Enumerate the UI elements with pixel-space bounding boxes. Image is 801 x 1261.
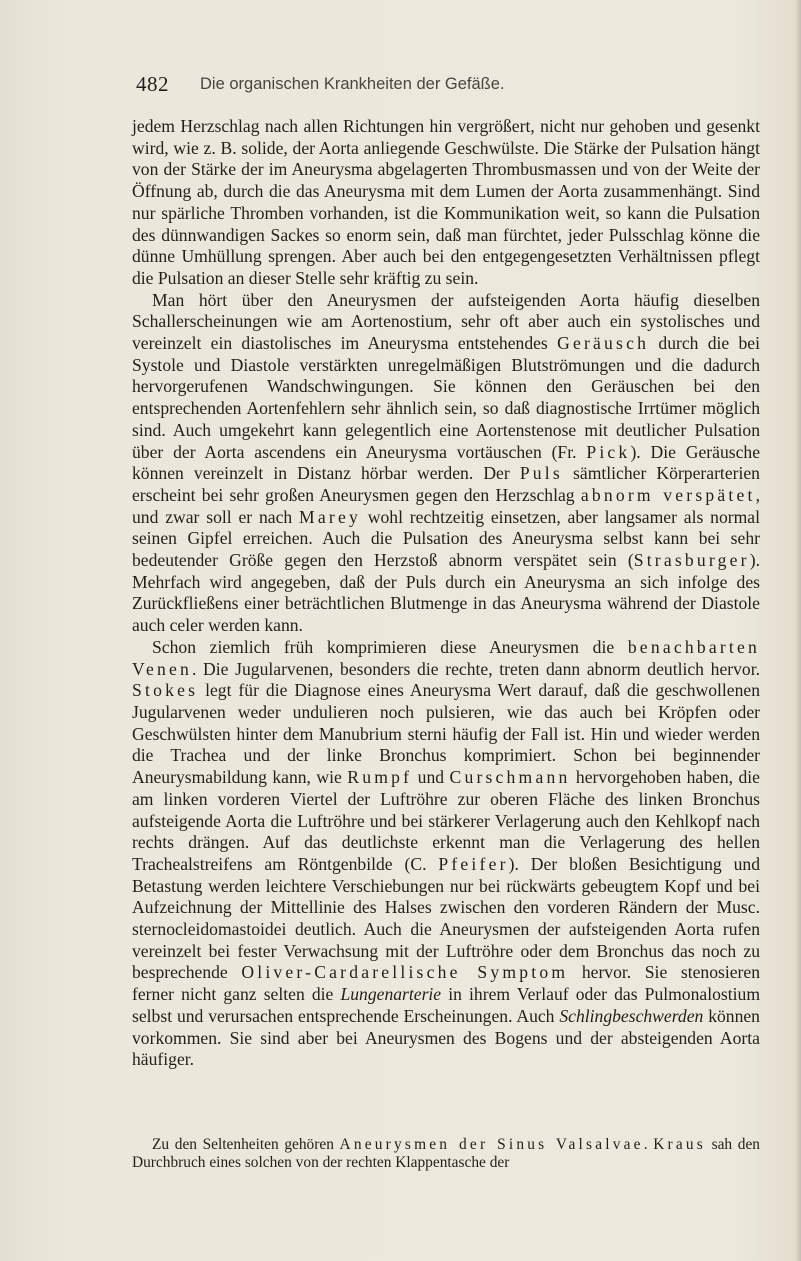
page-number: 482 bbox=[136, 72, 169, 96]
p3-text: legt für die Diagnose eines Aneurysma Wert darauf, daß die geschwollenen Jugularvenen weder undulieren noch pulsieren, wie das auch bei Kröpfen oder Geschwülsten hinter dem Manubrium sterni häufig der Fall ist. Hin und wieder werden die Trachea und der linke Bronchus komprimiert. Schon bei beginnender Aneurysmabildung kann, wie bbox=[132, 680, 760, 788]
p2-text: , und zwar soll er nach bbox=[132, 484, 760, 527]
p3-text: können vorkommen. Sie sind aber bei Aneurysmen des Bogens und der absteigenden Aorta häufiger. bbox=[132, 1005, 760, 1070]
emphasis-lungenarterie: Lungenarterie bbox=[340, 984, 442, 1005]
page-edge-shadow bbox=[795, 0, 801, 1261]
main-text bbox=[132, 116, 760, 1071]
small-print-text: sah den Durchbruch eines solchen von der rechten Klappentasche der bbox=[132, 1136, 760, 1172]
p3-text: und bbox=[412, 767, 450, 788]
emphasis-sinus-valsalvae: Aneurysmen der Sinus Valsalvae bbox=[339, 1136, 644, 1153]
p2-text: sämtlicher Körperarterien erscheint bei sehr großen Aneurysmen gegen den Herzschlag bbox=[132, 463, 760, 505]
author-kraus: Kraus bbox=[653, 1136, 706, 1153]
p3-text: hervorgehoben haben, die am linken vorderen Viertel der Luftröhre zur oberen Fläche des linken Bronchus aufsteigende Aorta die Luftröhre und bei stärkerer Verlagerung auch den Kehlkopf nach rechts drängen. Auf das deutlichste erkennt man die Verlagerung des hellen Trachealstreifens am Röntgenbilde (C. bbox=[132, 767, 760, 874]
author-rumpf: Rumpf bbox=[347, 767, 413, 788]
paragraph-1 bbox=[132, 116, 760, 290]
p3-text: in ihrem Verlauf oder das Pulmonalostium selbst und verursachen entsprechende Erscheinungen. Auch bbox=[132, 984, 761, 1026]
p2-text: wohl rechtzeitig einsetzen, aber langsamer als normal seinen Gipfel erreichen. Auch die Pulsation des Aneurysma selbst kann bei sehr bedeutender Größe gegen den Herzstoß abnorm verspätet sein ( bbox=[132, 506, 760, 571]
emphasis-abnorm-verspaetet: abnorm verspätet bbox=[580, 484, 756, 505]
author-strasburger: Strasburger bbox=[633, 550, 750, 571]
running-title: Die organischen Krankheiten der Gefäße. bbox=[200, 75, 505, 93]
page-header bbox=[136, 72, 761, 102]
emphasis-benachbarten-venen: benachbarten Venen bbox=[132, 636, 760, 679]
small-print-text: . bbox=[643, 1136, 654, 1153]
emphasis-schlingbeschwerden: Schlingbeschwerden bbox=[559, 1005, 704, 1026]
p3-text: hervor. Sie stenosieren ferner nicht ganz selten die bbox=[132, 962, 761, 1005]
p3-text: ). Der bloßen Besichtigung und Betastung werden leichtere Verschiebungen nur bei rückwärts gebeugtem Kopf und bei Aufzeichnung der Mittellinie des Halses zwischen den vorderen Rändern der Musc. sternocleidomastoidei deutlich. Auch die Aneurysmen der aufsteigenden Aorta rufen vereinzelt bei fester Verwachsung mit der Luftröhre oder dem Bronchus das noch zu besprechende bbox=[132, 853, 760, 983]
p3-text: Schon ziemlich früh komprimieren diese Aneurysmen die bbox=[152, 636, 628, 657]
emphasis-geraeusch: Geräusch bbox=[557, 333, 650, 354]
small-print-paragraph bbox=[132, 1136, 760, 1173]
p2-text: Man hört über den Aneurysmen der aufsteigenden Aorta häufig dieselben Schallerscheinungen wie am Aortenostium, sehr oft aber auch ein systolisches und vereinzelt ein diastolisches im Aneurysma entstehendes bbox=[132, 289, 760, 354]
author-marey: Marey bbox=[299, 506, 361, 527]
p1-text: jedem Herzschlag nach allen Richtungen hin vergrößert, nicht nur gehoben und gesenkt wird, wie z. B. solide, der Aorta anliegende Geschwülste. Die Stärke der Pulsation hängt von der Stärke der im Aneurysma abgelagerten Thrombusmassen und von der Weite der Öffnung ab, durch die das Aneurysma mit dem Lumen der Aorta zusammenhängt. Sind nur spärliche Thromben vorhanden, ist die Kommunikation weit, so kann die Pulsation des dünnwandigen Sackes so enorm sein, daß man fürchtet, jeder Pulsschlag könne die dünne Umhüllung sprengen. Aber auch bei den entgegengesetzten Verhältnissen pflegt die Pulsation an dieser Stelle sehr kräftig zu sein. bbox=[132, 116, 760, 288]
small-print-text: Zu den Seltenheiten gehören bbox=[152, 1136, 340, 1153]
p2-text: ). Mehrfach wird angegeben, daß der Puls durch ein Aneurysma an sich infolge des Zurückfließens einer beträchtlichen Blutmenge in das Aneurysma während der Diastole auch celer werden kann. bbox=[132, 550, 760, 636]
author-pick: Pick bbox=[586, 441, 631, 462]
paragraph-2 bbox=[132, 290, 760, 637]
small-print-section bbox=[132, 1136, 760, 1173]
author-pfeifer: Pfeifer bbox=[438, 853, 509, 874]
emphasis-puls: Puls bbox=[519, 463, 563, 484]
p3-text: . Die Jugularvenen, besonders die rechte, treten dann abnorm deutlich hervor. bbox=[191, 658, 760, 679]
paragraph-3 bbox=[132, 637, 760, 1071]
author-stokes: Stokes bbox=[132, 680, 199, 701]
author-curschmann: Curschmann bbox=[449, 767, 571, 788]
p2-text: durch die bei Systole und Diastole verstärkten unregelmäßigen Blutströmungen und die dadurch hervorgerufenen Wandschwingungen. Sie können den Geräuschen bei den entsprechenden Aortenfehlern sehr ähnlich sein, so daß diagnostische Irrtümer möglich sind. Auch umgekehrt kann gelegentlich eine Aortenstenose mit deutlicher Pulsation über der Aorta ascendens ein Aneurysma vortäuschen (Fr. bbox=[132, 333, 761, 462]
emphasis-oliver-cardarelli: Oliver-Cardarellische Symptom bbox=[241, 962, 569, 983]
p2-text: ). Die Geräusche können vereinzelt in Distanz hörbar werden. Der bbox=[132, 441, 760, 484]
